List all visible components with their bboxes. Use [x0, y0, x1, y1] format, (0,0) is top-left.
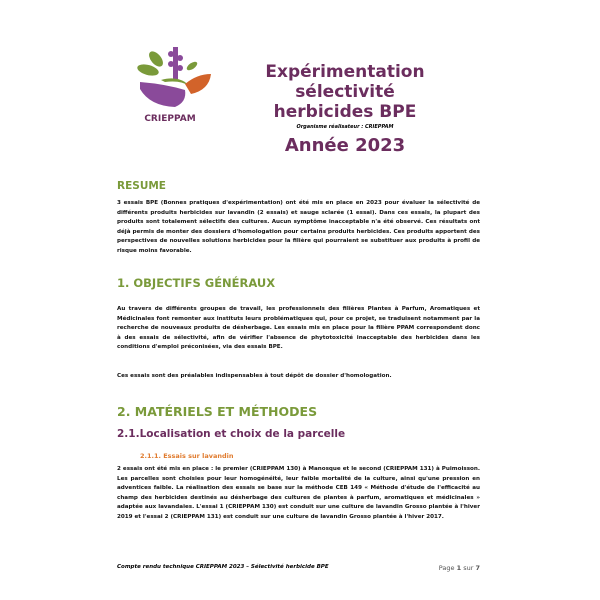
- resume-text: 3 essais BPE (Bonnes pratiques d'expérimentation) ont été mis en place en 2023 pour évaluer la sélectivité de différents produits herbicides sur lavandin (2 essais) et sauge sclarée (1 essai). Dans ces essais, la plupart des produits sont totalement sélectifs des cultures. Aucun symptôme inacceptable n'a été observé. Ces résultats ont déjà permis de monter des dossiers d'homologation pour certains produits herbicides. Ces produits apportent des perspectives de nouvelles solutions herbicides pour la filière qui pourraient se substituer aux produits à profil de risque moins favorable.: [117, 200, 480, 254]
- crieppam-logo: [135, 44, 215, 124]
- title-line-2: herbicides BPE: [273, 102, 417, 122]
- section-1-paragraph: Au travers de différents groupes de travail, les professionnels des filières Plantes à Parfum, Aromatiques et Médicinales font remonter aux instituts leurs problématiques qui, pour ce projet, se traduisent notamment par la recherche de nouveaux produits de désherbage. Les essais mis en place pour la filière PPAM correspondent donc à des essais de sélectivité, afin de vérifier l'absence de phytotoxicité inacceptable des herbicides dans les conditions d'emploi préconisées, via des essais BPE.: [117, 306, 480, 351]
- section-2-heading: 2. MATÉRIELS ET MÉTHODES: [117, 404, 318, 419]
- subsection-2-1-heading: 2.1.Localisation et choix de la parcelle: [117, 428, 346, 440]
- resume-heading: RESUME: [117, 180, 166, 192]
- section-2-paragraph: 2 essais ont été mis en place : le premier (CRIEPPAM 130) à Manosque et le second (CRIEPPAM 131) à Puimoisson. Les parcelles sont choisies pour leur homogénéité, leur faible mortalité de la culture, ainsi qu'une pression en adventices faible. La réalisation des essais se base sur la méthode CEB 149 « Méthode d'étude de l'efficacité au champ des herbicides destinés au désherbage des cultures de plantes à parfum, aromatiques et médicinales » adaptée aux lavandaies. L'essai 1 (CRIEPPAM 130) est conduit sur une culture de lavandin Grosso plantée à l'hiver 2019 et l'essai 2 (CRIEPPAM 131) est conduit sur une culture de lavandin Grosso plantée à l'hiver 2017.: [117, 466, 480, 520]
- total-pages: 7: [475, 564, 480, 572]
- page-number: [439, 564, 480, 572]
- logo-icon: [135, 44, 215, 110]
- section-1-heading: 1. OBJECTIFS GÉNÉRAUX: [117, 276, 276, 290]
- page-label: Page: [438, 564, 455, 572]
- page-of: sur: [463, 564, 474, 572]
- subsection-2-1-1-heading: 2.1.1. Essais sur lavandin: [140, 452, 234, 460]
- year-heading: Année 2023: [284, 135, 406, 156]
- page-footer: [117, 564, 480, 570]
- title-line-1: Expérimentation sélectivité: [265, 62, 425, 102]
- current-page: 1: [456, 564, 462, 572]
- organisme-label: Organisme réalisateur : CRIEPPAM: [296, 124, 394, 130]
- footer-title: Compte rendu technique CRIEPPAM 2023 – Sélectivité herbicide BPE: [117, 564, 329, 570]
- document-title: [215, 62, 475, 122]
- section-1-paragraph-2: Ces essais sont des préalables indispensables à tout dépôt de dossier d'homologation.: [117, 373, 392, 379]
- logo-text: CRIEPPAM: [144, 114, 196, 124]
